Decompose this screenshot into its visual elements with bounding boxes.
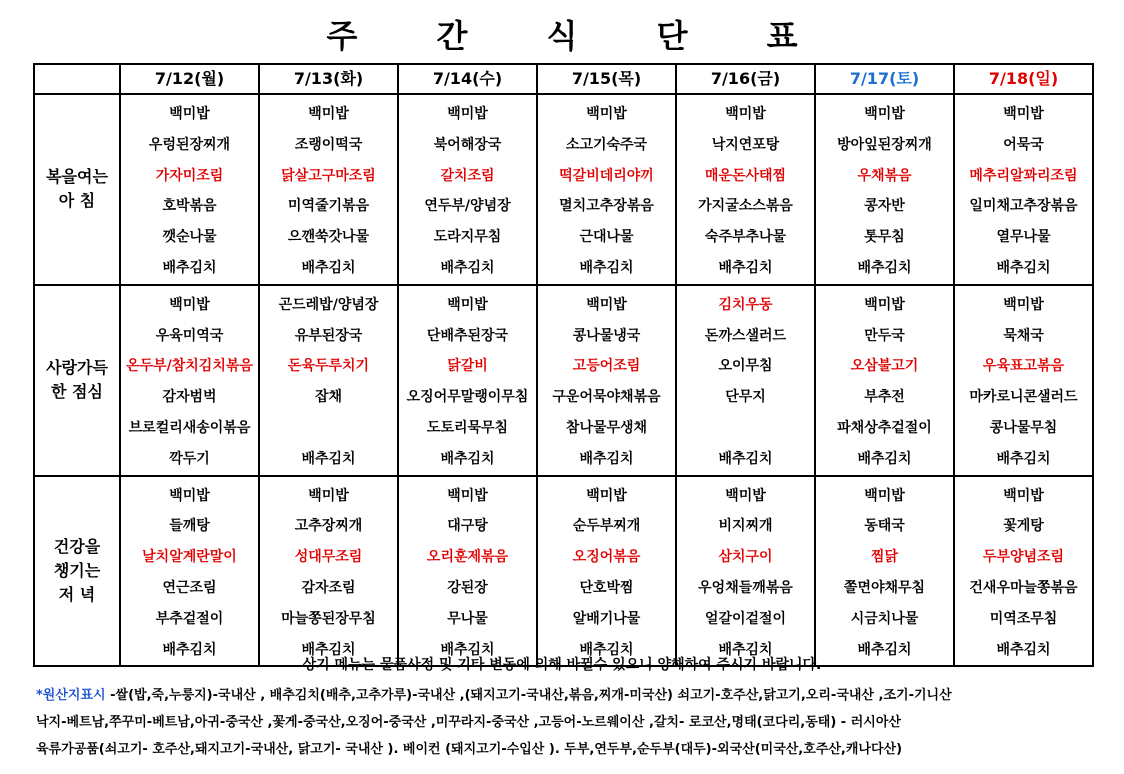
menu-item: 깻순나물 <box>162 229 217 246</box>
menu-cell <box>676 476 815 667</box>
menu-item: 유부된장국 <box>294 327 363 344</box>
day-header: 7/15(목) <box>537 64 676 94</box>
meal-label-line: 건강을 <box>53 536 101 556</box>
origin-text: -쌀(밥,죽,누룽지)-국내산 , 배추김치(배추,고추가루)-국내산 ,(돼지고기-국내산,볶음,찌개-미국산) 쇠고기-호주산,닭고기,오리-국내산 ,조기-기니산 <box>105 688 952 703</box>
origin-notice <box>36 682 1116 763</box>
notice-text: 상기 메뉴는 물품사정 및 기타 변동에 의해 바뀔수 있으니 양해하여 주시기 바랍니다. <box>302 657 822 673</box>
menu-item: 백미밥 <box>447 106 488 122</box>
menu-item-highlight: 닭살고구마조림 <box>281 167 376 184</box>
menu-cell <box>537 476 676 667</box>
menu-item <box>677 413 814 444</box>
menu-item: 우엉채들깨볶음 <box>698 579 793 596</box>
menu-item-highlight: 오징어볶음 <box>572 549 641 566</box>
menu-item: 멸치고추장볶음 <box>559 198 654 215</box>
menu-item: 조랭이떡국 <box>294 136 363 153</box>
menu-item: 곤드레밥/양념장 <box>278 296 379 313</box>
menu-cell <box>676 94 815 285</box>
menu-item: 배추김치 <box>718 641 773 658</box>
menu-item: 백미밥 <box>447 487 488 504</box>
menu-item: 으깬쑥갓나물 <box>287 229 370 246</box>
menu-item-highlight: 갈치조림 <box>440 167 495 184</box>
menu-item-highlight: 오리훈제볶음 <box>426 549 509 566</box>
menu-item-highlight: 오삼불고기 <box>850 358 919 375</box>
menu-item-highlight: 닭갈비 <box>447 358 488 375</box>
menu-item: 배추김치 <box>996 450 1051 467</box>
menu-item-highlight: 우육표고볶음 <box>982 358 1065 375</box>
menu-cell <box>815 285 954 476</box>
menu-item: 백미밥 <box>864 106 905 122</box>
meal-row <box>34 94 1093 285</box>
menu-cell <box>120 476 259 667</box>
menu-item: 배추김치 <box>440 641 495 658</box>
origin-line-1 <box>36 682 1116 709</box>
menu-item: 백미밥 <box>169 106 210 122</box>
menu-item-highlight: 두부양념조림 <box>982 549 1065 566</box>
menu-item: 돈까스샐러드 <box>704 327 787 344</box>
menu-item: 백미밥 <box>1003 487 1044 504</box>
menu-item: 도라지무침 <box>433 229 502 246</box>
day-header: 7/13(화) <box>259 64 398 94</box>
menu-item: 순두부찌개 <box>572 518 641 535</box>
menu-item: 콩자반 <box>864 198 905 215</box>
meal-label-line: 아 침 <box>58 191 96 211</box>
origin-line-2: 낙지-베트남,쭈꾸미-베트남,아귀-중국산 ,꽃게-중국산,오징어-중국산 ,미꾸라지-중국산 ,고등어-노르웨이산 ,갈치- 로코산,명태(코다리,동태) - 러시아산 <box>36 715 901 730</box>
day-header: 7/14(수) <box>398 64 537 94</box>
menu-item-highlight: 고등어조림 <box>572 358 641 375</box>
menu-item: 파채상추겉절이 <box>837 419 932 436</box>
meal-label <box>34 285 120 476</box>
menu-item: 감자범벅 <box>162 389 217 406</box>
menu-item: 백미밥 <box>447 296 488 313</box>
menu-item: 배추김치 <box>579 450 634 467</box>
menu-item: 백미밥 <box>586 487 627 504</box>
menu-item: 어묵국 <box>1003 136 1044 153</box>
menu-item: 미역조무침 <box>989 610 1058 627</box>
menu-item: 배추김치 <box>857 641 912 658</box>
page-title: 주 간 식 단 표 <box>326 17 832 55</box>
meal-label-line: 사랑가득 <box>46 358 108 378</box>
menu-item: 백미밥 <box>864 487 905 504</box>
menu-item: 묵채국 <box>1003 327 1044 344</box>
menu-cell <box>398 285 537 476</box>
corner-cell <box>34 64 120 94</box>
menu-item: 열무나물 <box>996 229 1051 246</box>
menu-item: 오이무침 <box>718 358 773 375</box>
menu-item: 배추김치 <box>579 259 634 276</box>
menu-item: 부추전 <box>864 389 905 406</box>
menu-item: 우렁된장찌개 <box>148 136 231 153</box>
menu-item: 북어해장국 <box>433 136 502 153</box>
menu-item: 배추김치 <box>857 450 912 467</box>
menu-cell <box>398 94 537 285</box>
menu-cell <box>954 94 1093 285</box>
meal-label-line: 저 녁 <box>58 584 96 604</box>
menu-cell <box>537 285 676 476</box>
menu-item: 콩나물무침 <box>989 419 1058 436</box>
menu-cell <box>815 476 954 667</box>
menu-item: 잡채 <box>314 389 343 406</box>
menu-item-highlight: 날치알계란말이 <box>142 549 237 566</box>
menu-item: 알배기나물 <box>572 610 641 627</box>
day-header-row <box>34 64 1093 94</box>
menu-item: 비지찌개 <box>718 518 773 535</box>
menu-item: 구운어묵야채볶음 <box>552 389 661 406</box>
menu-item: 소고기숙주국 <box>565 136 648 153</box>
meal-label-line: 한 점심 <box>51 382 103 402</box>
menu-item: 배추김치 <box>301 641 356 658</box>
menu-item: 얼갈이겉절이 <box>704 610 787 627</box>
menu-item-highlight: 온두부/참치김치볶음 <box>126 358 253 375</box>
menu-cell <box>954 476 1093 667</box>
menu-cell <box>537 94 676 285</box>
menu-item: 톳무침 <box>864 229 905 246</box>
menu-item: 배추김치 <box>301 450 356 467</box>
menu-item: 백미밥 <box>725 106 766 122</box>
menu-item: 동태국 <box>864 518 905 535</box>
meal-label-line: 복을여는 <box>46 167 108 187</box>
menu-item-highlight: 성대무조림 <box>294 549 363 566</box>
menu-item: 백미밥 <box>586 296 627 313</box>
menu-item: 백미밥 <box>725 487 766 504</box>
menu-item-highlight: 돈육두루치기 <box>287 358 370 375</box>
menu-item: 배추김치 <box>718 450 773 467</box>
menu-item: 참나물무생채 <box>565 419 648 436</box>
menu-item-highlight: 우채볶음 <box>857 167 912 184</box>
meal-row <box>34 476 1093 667</box>
menu-cell <box>259 285 398 476</box>
menu-item: 깍두기 <box>169 450 210 467</box>
menu-item: 배추김치 <box>718 259 773 276</box>
menu-item: 도토리묵무침 <box>426 419 509 436</box>
menu-item: 배추김치 <box>996 259 1051 276</box>
menu-item: 백미밥 <box>169 296 210 313</box>
menu-item: 무나물 <box>447 610 488 627</box>
menu-item: 백미밥 <box>169 487 210 504</box>
menu-item: 콩나물냉국 <box>572 327 641 344</box>
menu-item: 미역줄기볶음 <box>287 198 370 215</box>
menu-item-highlight: 떡갈비데리야끼 <box>559 167 654 184</box>
day-header-saturday: 7/17(토) <box>815 64 954 94</box>
menu-cell <box>815 94 954 285</box>
menu-item: 백미밥 <box>864 296 905 313</box>
menu-item: 백미밥 <box>1003 106 1044 122</box>
menu-item: 브로컬리새송이볶음 <box>128 419 251 436</box>
menu-item: 강된장 <box>447 579 488 596</box>
day-header-sunday: 7/18(일) <box>954 64 1093 94</box>
menu-item: 가지굴소스볶음 <box>698 198 793 215</box>
menu-item: 대구탕 <box>447 518 488 535</box>
menu-item: 배추김치 <box>162 641 217 658</box>
menu-item: 배추김치 <box>162 259 217 276</box>
menu-item: 근대나물 <box>579 229 634 246</box>
menu-item: 부추겉절이 <box>155 610 224 627</box>
menu-item: 단무지 <box>725 389 766 406</box>
menu-item: 꽃게탕 <box>1003 518 1044 535</box>
menu-item: 오징어무말랭이무침 <box>406 389 529 406</box>
menu-item: 배추김치 <box>857 259 912 276</box>
menu-item: 고추장찌개 <box>294 518 363 535</box>
menu-item: 배추김치 <box>440 450 495 467</box>
menu-item: 만두국 <box>864 327 905 344</box>
menu-item: 건새우마늘쫑볶음 <box>969 579 1078 596</box>
menu-cell <box>676 285 815 476</box>
origin-line-3: 육류가공품(쇠고기- 호주산,돼지고기-국내산, 닭고기- 국내산 ). 베이컨 (돼지고기-수입산 ). 두부,연두부,순두부(대두)-외국산(미국산,호주산,캐나다산) <box>36 742 903 757</box>
meal-label <box>34 476 120 667</box>
menu-item: 연두부/양념장 <box>424 198 511 215</box>
menu-item-highlight: 가자미조림 <box>155 167 224 184</box>
menu-item: 낙지연포탕 <box>711 136 780 153</box>
weekly-menu-table <box>33 63 1094 667</box>
meal-label <box>34 94 120 285</box>
menu-item: 들깨탕 <box>169 518 210 535</box>
menu-item: 우육미역국 <box>155 327 224 344</box>
origin-label: *원산지표시 <box>36 688 106 703</box>
menu-item: 방아잎된장찌개 <box>837 136 932 153</box>
menu-item: 감자조림 <box>301 579 356 596</box>
menu-item: 백미밥 <box>308 487 349 504</box>
menu-item: 배추김치 <box>301 259 356 276</box>
day-header: 7/12(월) <box>120 64 259 94</box>
menu-cell <box>259 94 398 285</box>
menu-item: 백미밥 <box>308 106 349 122</box>
menu-cell <box>120 94 259 285</box>
menu-item: 배추김치 <box>996 641 1051 658</box>
menu-item: 숙주부추나물 <box>704 229 787 246</box>
menu-item <box>260 413 397 444</box>
meal-row <box>34 285 1093 476</box>
day-header: 7/16(금) <box>676 64 815 94</box>
menu-item: 마늘쫑된장무침 <box>281 610 376 627</box>
menu-item-highlight: 메추리알꽈리조림 <box>969 167 1078 184</box>
menu-item: 배추김치 <box>440 259 495 276</box>
menu-item: 마카로니콘샐러드 <box>969 389 1078 406</box>
meal-label-line: 챙기는 <box>53 560 101 580</box>
menu-item: 연근조림 <box>162 579 217 596</box>
menu-cell <box>259 476 398 667</box>
menu-item-highlight: 김치우동 <box>718 296 773 313</box>
menu-cell <box>398 476 537 667</box>
menu-item-highlight: 삼치구이 <box>718 549 773 566</box>
menu-item: 단배추된장국 <box>426 327 509 344</box>
menu-item-highlight: 찜닭 <box>870 549 899 566</box>
menu-item: 일미채고추장볶음 <box>969 198 1078 215</box>
menu-item: 쫄면야채무침 <box>843 579 926 596</box>
menu-cell <box>954 285 1093 476</box>
menu-item: 백미밥 <box>1003 296 1044 313</box>
menu-item: 시금치나물 <box>850 610 919 627</box>
menu-item-highlight: 매운돈사태찜 <box>704 167 787 184</box>
menu-item: 호박볶음 <box>162 198 217 215</box>
menu-item: 배추김치 <box>579 641 634 658</box>
menu-item: 백미밥 <box>586 106 627 122</box>
menu-item: 단호박찜 <box>579 579 634 596</box>
menu-cell <box>120 285 259 476</box>
